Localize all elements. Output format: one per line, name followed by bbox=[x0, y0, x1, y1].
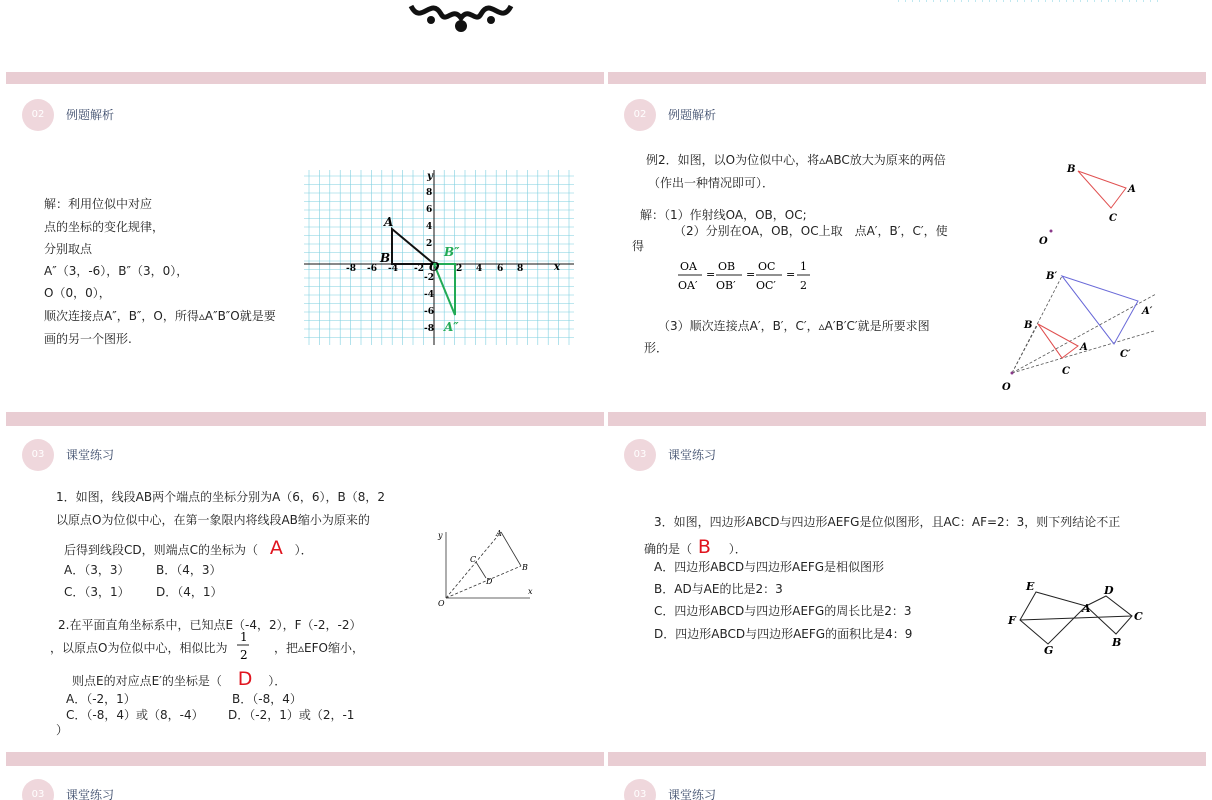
section-badge: 03 bbox=[22, 439, 54, 471]
svg-text:O: O bbox=[1002, 382, 1011, 393]
slide-separator bbox=[608, 752, 1206, 766]
svg-text:C: C bbox=[470, 555, 477, 564]
section-title: 课堂练习 bbox=[668, 448, 717, 462]
question-text: 3．如图，四边形ABCD与四边形AEFG是位似图形，且AC：AF=2：3，则下列结论不正 bbox=[654, 515, 1121, 529]
point-label-O: O bbox=[429, 260, 440, 274]
tick-label: 6 bbox=[497, 264, 504, 274]
section-title: 课堂练习 bbox=[668, 788, 717, 800]
point-label-A2: A″ bbox=[444, 320, 459, 334]
tick-label: -6 bbox=[424, 307, 434, 317]
tick-label: -4 bbox=[424, 290, 434, 300]
option-C: C．（3，1） bbox=[64, 585, 130, 599]
axis-label-y: y bbox=[427, 171, 433, 182]
tick-label: 4 bbox=[476, 264, 483, 274]
answer-mark: B bbox=[697, 536, 711, 558]
option-B: B．AD与AE的比是2：3 bbox=[654, 582, 783, 596]
axis-label-x: x bbox=[554, 262, 560, 273]
section-badge: 03 bbox=[624, 439, 656, 471]
section-badge: 03 bbox=[22, 779, 54, 800]
section-title: 课堂练习 bbox=[66, 788, 115, 800]
slide-practice-3[interactable] bbox=[6, 768, 604, 800]
slide-practice-2[interactable] bbox=[608, 428, 1206, 752]
option-B: B．（4，3） bbox=[156, 563, 222, 577]
svg-text:OA′: OA′ bbox=[678, 279, 698, 292]
svg-text:C′: C′ bbox=[1120, 349, 1131, 360]
svg-text:A: A bbox=[1080, 342, 1088, 353]
svg-text:=: = bbox=[746, 268, 756, 281]
tick-label: -8 bbox=[424, 324, 434, 334]
solution-text: 得 bbox=[632, 239, 645, 253]
question-text: 后得到线段CD，则端点C的坐标为（ A ）． bbox=[64, 537, 313, 559]
section-badge: 03 bbox=[624, 779, 656, 800]
point-label-A: A bbox=[384, 215, 394, 229]
ruler-graphic bbox=[898, 0, 1158, 6]
solution-line: 画的另一个图形. bbox=[44, 332, 132, 346]
question-text: ，把▵EFO缩小， bbox=[274, 641, 364, 655]
tick-label: 8 bbox=[517, 264, 524, 274]
coordinate-graph bbox=[304, 170, 574, 345]
solution-text: 形． bbox=[644, 341, 669, 355]
solution-line: A″（3，-6），B″（3，0）， bbox=[44, 264, 189, 278]
tick-label: -2 bbox=[424, 273, 434, 283]
svg-text:C: C bbox=[1109, 213, 1117, 224]
tick-label: 6 bbox=[426, 205, 433, 215]
slide-top-right[interactable] bbox=[608, 0, 1206, 72]
slide-separator bbox=[6, 752, 604, 766]
ornament-graphic bbox=[401, 0, 521, 36]
svg-text:C: C bbox=[1134, 610, 1143, 623]
svg-text:=: = bbox=[786, 268, 796, 281]
section-badge: 02 bbox=[22, 99, 54, 131]
tick-label: 4 bbox=[426, 222, 433, 232]
slide-separator bbox=[608, 72, 1206, 84]
tick-label: -2 bbox=[414, 264, 424, 274]
svg-text:A: A bbox=[496, 529, 502, 538]
problem-text: （作出一种情况即可）． bbox=[648, 176, 775, 190]
option-A: A．（-2，1） bbox=[66, 692, 136, 706]
section-title: 例题解析 bbox=[668, 108, 717, 122]
slide-separator bbox=[6, 72, 604, 84]
answer-mark: A bbox=[269, 537, 283, 559]
solution-text: 解：（1）作射线OA，OB，OC; bbox=[640, 208, 807, 222]
slide-separator bbox=[608, 412, 1206, 426]
slide-separator bbox=[6, 412, 604, 426]
svg-text:G: G bbox=[1044, 644, 1054, 656]
svg-text:2: 2 bbox=[240, 648, 248, 662]
figure-quadrilaterals bbox=[1006, 576, 1156, 656]
svg-text:OC: OC bbox=[758, 260, 776, 273]
section-title: 课堂练习 bbox=[66, 448, 115, 462]
svg-text:OA: OA bbox=[680, 260, 697, 273]
slide-top-left[interactable] bbox=[6, 0, 604, 72]
solution-line: 顺次连接点A″，B″，O，所得▵A″B″O就是要 bbox=[44, 309, 276, 323]
solution-line: 解：利用位似中对应 bbox=[44, 197, 153, 211]
solution-text: （2）分别在OA，OB，OC上取 点A′，B′，C′，使 bbox=[674, 224, 948, 238]
svg-text:O: O bbox=[438, 599, 445, 608]
question-text: 以原点O为位似中心，在第一象限内将线段AB缩小为原来的 bbox=[56, 513, 370, 527]
svg-text:O: O bbox=[1039, 236, 1048, 246]
svg-text:E: E bbox=[1026, 580, 1035, 593]
solution-text: （3）顺次连接点A′，B′，C′，▵A′B′C′就是所要求图 bbox=[658, 319, 930, 333]
slide-practice-1[interactable] bbox=[6, 428, 604, 752]
svg-text:B: B bbox=[1112, 636, 1122, 649]
section-title: 例题解析 bbox=[66, 108, 115, 122]
tick-label: 8 bbox=[426, 188, 433, 198]
svg-text:B: B bbox=[1024, 320, 1033, 331]
svg-text:F: F bbox=[1008, 614, 1016, 627]
question-text: 则点E的对应点E′的坐标是（ D ）． bbox=[72, 668, 287, 690]
point-label-B: B bbox=[380, 251, 391, 265]
svg-text:=: = bbox=[706, 268, 716, 281]
svg-text:B′: B′ bbox=[1046, 271, 1058, 282]
section-badge: 02 bbox=[624, 99, 656, 131]
figure-original-triangle bbox=[1033, 156, 1143, 246]
svg-text:B: B bbox=[522, 563, 528, 572]
ratio-formula bbox=[676, 256, 816, 296]
option-A: A．四边形ABCD与四边形AEFG是相似图形 bbox=[654, 560, 885, 574]
svg-text:A: A bbox=[1082, 602, 1091, 615]
svg-text:D: D bbox=[1104, 584, 1114, 597]
svg-text:B: B bbox=[1067, 164, 1076, 175]
solution-line: 分别取点 bbox=[44, 242, 93, 256]
slide-practice-4[interactable] bbox=[608, 768, 1206, 800]
option-C: C．四边形ABCD与四边形AEFG的周长比是2：3 bbox=[654, 604, 912, 618]
svg-text:y: y bbox=[438, 531, 443, 540]
solution-line: 点的坐标的变化规律， bbox=[44, 220, 165, 234]
svg-text:D: D bbox=[486, 577, 493, 586]
option-B: B．（-8，4） bbox=[232, 692, 302, 706]
grid-lines bbox=[304, 170, 574, 345]
option-D: D．（4，1） bbox=[156, 585, 223, 599]
tick-label: 2 bbox=[456, 264, 463, 274]
question-text: 1．如图，线段AB两个端点的坐标分别为A（6，6），B（8，2 bbox=[56, 490, 386, 504]
svg-text:1: 1 bbox=[800, 260, 807, 273]
svg-text:x: x bbox=[528, 587, 533, 596]
svg-text:A: A bbox=[1128, 184, 1136, 195]
figure-enlarged-triangle bbox=[996, 266, 1166, 396]
tick-label: -4 bbox=[388, 264, 398, 274]
svg-text:1: 1 bbox=[240, 630, 248, 644]
tick-label: 2 bbox=[426, 239, 433, 249]
option-C: C．（-8，4）或（8，-4） bbox=[66, 708, 204, 722]
svg-text:OB: OB bbox=[718, 260, 736, 273]
svg-text:A′: A′ bbox=[1142, 306, 1153, 317]
option-A: A．（3，3） bbox=[64, 563, 130, 577]
answer-mark: D bbox=[237, 668, 253, 690]
svg-text:2: 2 bbox=[800, 279, 807, 292]
point-label-B2: B″ bbox=[444, 245, 460, 259]
svg-text:OB′: OB′ bbox=[716, 279, 736, 292]
option-D: D．四边形ABCD与四边形AEFG的面积比是4：9 bbox=[654, 627, 913, 641]
svg-text:OC′: OC′ bbox=[756, 279, 776, 292]
question-text: ，以原点O为位似中心，相似比为 bbox=[50, 641, 228, 655]
ratio-fraction bbox=[236, 628, 252, 662]
tick-label: -8 bbox=[346, 264, 356, 274]
slide-example-2[interactable] bbox=[608, 88, 1206, 412]
svg-text:C: C bbox=[1062, 366, 1070, 377]
solution-line: O（0，0）， bbox=[44, 286, 111, 300]
option-D-tail: ） bbox=[56, 723, 69, 737]
question-text: 确的是（ B ）． bbox=[644, 536, 747, 558]
question-text: 2.在平面直角坐标系中，已知点E（-4，2），F（-2，-2） bbox=[58, 618, 362, 632]
problem-text: 例2．如图，以O为位似中心，将▵ABC放大为原来的两倍 bbox=[646, 153, 946, 167]
slide-example-1[interactable] bbox=[6, 88, 604, 412]
tick-label: -6 bbox=[367, 264, 377, 274]
figure-segment bbox=[426, 528, 536, 608]
option-D: D．（-2，1）或（2，-1 bbox=[228, 708, 355, 722]
